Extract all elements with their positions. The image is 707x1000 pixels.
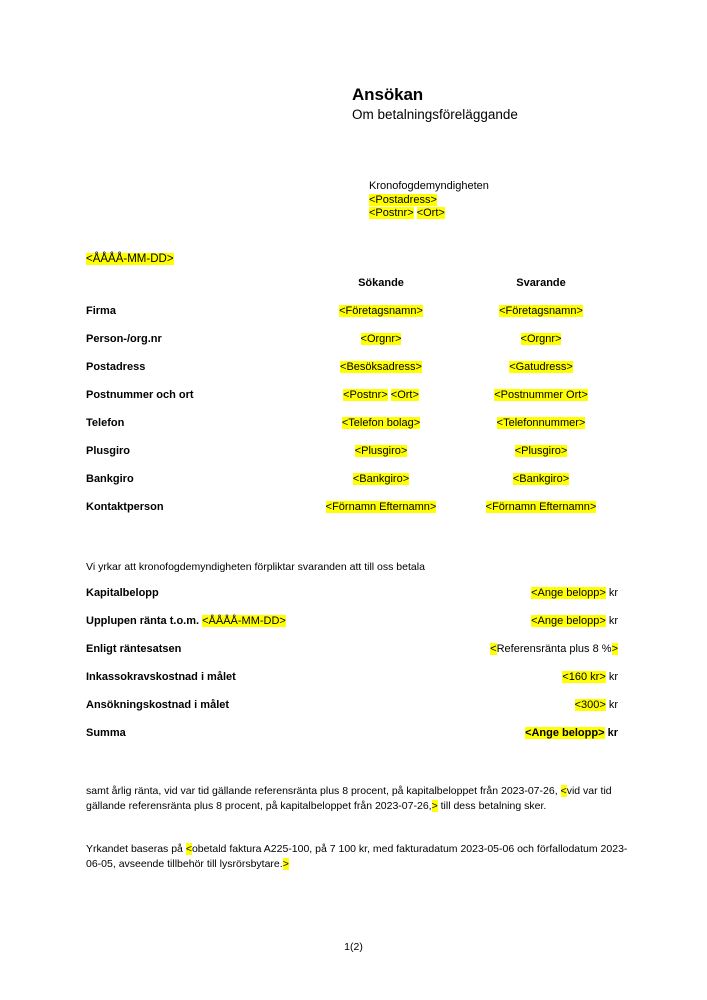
table-row <box>86 444 621 472</box>
page-subtitle: Om betalningsföreläggande <box>352 107 518 122</box>
applicant-orgnr: <Orgnr> <box>360 333 402 345</box>
table-row <box>86 500 621 528</box>
interest-footnote-line2: vid var tid gällande referensränta plus 8 procent, på kapitalbeloppet från 2023-07-26, <box>86 785 612 812</box>
row-value-respondent-orgnr <box>461 332 621 360</box>
parties-header-row <box>86 276 621 304</box>
recipient-city-placeholder: <Ort> <box>416 207 445 219</box>
recipient-authority-line <box>369 180 489 194</box>
interest-footnote-bracket-close: > <box>431 799 438 812</box>
recipient-address-block <box>369 180 489 221</box>
interest-footnote-bracket-open: < <box>560 785 567 797</box>
recipient-postal-code-placeholder: <Postnr> <box>369 207 414 219</box>
row-value-applicant-postnummer-ort <box>301 388 461 416</box>
amount-value-interest-rate <box>410 642 618 670</box>
row-value-applicant-firma <box>301 304 461 332</box>
applicant-phone: <Telefon bolag> <box>341 417 421 429</box>
row-value-applicant-kontaktperson <box>301 500 461 528</box>
table-row <box>86 586 618 614</box>
row-label-telefon: Telefon <box>86 417 125 429</box>
accrued-interest-unit: kr <box>608 615 618 627</box>
document-date <box>86 252 174 266</box>
table-row <box>86 304 621 332</box>
amount-value-collection-cost <box>410 670 618 698</box>
application-cost-unit: kr <box>608 699 618 711</box>
applicant-plusgiro: <Plusgiro> <box>354 445 408 457</box>
amount-label-interest-rate: Enligt räntesatsen <box>86 643 182 655</box>
row-value-respondent-postnummer-ort <box>461 388 621 416</box>
amount-value-application-cost <box>410 698 618 726</box>
document-header <box>352 84 682 123</box>
row-value-applicant-orgnr <box>301 332 461 360</box>
respondent-contact-person: <Förnamn Efternamn> <box>485 501 597 513</box>
amount-value-capital <box>410 586 618 614</box>
row-value-respondent-kontaktperson <box>461 500 621 528</box>
respondent-company-name: <Företagsnamn> <box>499 305 583 317</box>
parties-header-label <box>86 276 301 304</box>
document-date-placeholder: <ÅÅÅÅ-MM-DD> <box>86 253 174 265</box>
page-title: Ansökan <box>352 85 424 104</box>
row-value-applicant-plusgiro <box>301 444 461 472</box>
respondent-phone: <Telefonnummer> <box>496 417 586 429</box>
row-value-respondent-plusgiro <box>461 444 621 472</box>
amount-label-capital: Kapitalbelopp <box>86 587 159 599</box>
amount-value-accrued-interest <box>410 614 618 642</box>
respondent-orgnr: <Orgnr> <box>520 333 562 345</box>
row-value-applicant-telefon <box>301 416 461 444</box>
table-row <box>86 614 618 642</box>
applicant-company-name: <Företagsnamn> <box>339 305 423 317</box>
parties-header-respondent: Svarande <box>516 277 566 289</box>
claim-amounts-table <box>86 586 618 754</box>
respondent-postal-city: <Postnummer Ort> <box>494 389 588 401</box>
parties-table-body <box>86 304 621 528</box>
row-label-postadress: Postadress <box>86 361 146 373</box>
parties-table-head <box>86 276 621 304</box>
row-value-respondent-firma <box>461 304 621 332</box>
row-label-orgnr: Person-/org.nr <box>86 333 162 345</box>
table-row <box>86 472 621 500</box>
parties-header-applicant: Sökande <box>358 277 404 289</box>
row-label-postnummer-ort: Postnummer och ort <box>86 389 194 401</box>
table-row <box>86 726 618 754</box>
interest-rate-bracket-open: < <box>490 643 497 655</box>
accrued-interest-label-prefix: Upplupen ränta t.o.m. <box>86 615 203 627</box>
recipient-address-line <box>369 194 489 208</box>
row-value-respondent-telefon <box>461 416 621 444</box>
row-value-respondent-bankgiro <box>461 472 621 500</box>
interest-footnote-line3: till dess betalning sker. <box>437 799 547 812</box>
applicant-address: <Besöksadress> <box>340 361 422 373</box>
table-row <box>86 416 621 444</box>
recipient-postal-line <box>369 207 489 221</box>
accrued-interest-amount-placeholder: <Ange belopp> <box>531 615 606 627</box>
basis-footnote-bracket-close: > <box>282 857 289 870</box>
interest-rate-text: Referensränta plus 8 % <box>496 643 612 655</box>
respondent-address: <Gatudress> <box>509 361 573 373</box>
applicant-contact-person: <Förnamn Efternamn> <box>325 501 437 513</box>
capital-amount-placeholder: <Ange belopp> <box>531 587 606 599</box>
row-label-firma: Firma <box>86 305 116 317</box>
page-number: 1(2) <box>344 941 363 953</box>
amount-label-collection-cost: Inkassokravskostnad i målet <box>86 671 236 683</box>
respondent-bankgiro: <Bankgiro> <box>512 473 570 485</box>
interest-footnote-paragraph <box>86 784 632 813</box>
collection-cost-unit: kr <box>608 671 618 683</box>
total-amount-unit: kr <box>607 727 618 739</box>
recipient-address-placeholder: <Postadress> <box>369 193 437 206</box>
table-row <box>86 332 621 360</box>
row-label-plusgiro: Plusgiro <box>86 445 131 457</box>
claim-intro-text: Vi yrkar att kronofogdemyndigheten förpliktar svaranden att till oss betala <box>86 561 425 573</box>
capital-amount-unit: kr <box>608 587 618 599</box>
table-row <box>86 388 621 416</box>
row-value-respondent-postadress <box>461 360 621 388</box>
interest-footnote-line1: samt årlig ränta, vid var tid gällande referensränta plus 8 procent, på kapitalbeloppet från 2023-07-26, <box>86 785 558 797</box>
table-row <box>86 642 618 670</box>
interest-rate-bracket-close: > <box>611 643 618 655</box>
table-row <box>86 698 618 726</box>
applicant-city: <Ort> <box>390 389 419 401</box>
applicant-bankgiro: <Bankgiro> <box>352 473 410 485</box>
row-label-bankgiro: Bankgiro <box>86 473 134 485</box>
row-label-kontaktperson: Kontaktperson <box>86 501 164 513</box>
basis-footnote-paragraph <box>86 842 632 871</box>
amount-label-total: Summa <box>86 727 126 739</box>
total-amount-placeholder: <Ange belopp> <box>525 727 605 739</box>
collection-cost-placeholder: <160 kr> <box>562 671 606 683</box>
application-cost-placeholder: <300> <box>574 699 606 711</box>
basis-footnote-bracket-open: < <box>185 843 192 855</box>
accrued-interest-date-placeholder: <ÅÅÅÅ-MM-DD> <box>202 615 286 627</box>
basis-footnote-prefix: Yrkandet baseras på <box>86 843 186 855</box>
row-value-applicant-postadress <box>301 360 461 388</box>
basis-footnote-text: obetald faktura A225-100, på 7 100 kr, med fakturadatum 2023-05-06 och förfallodatum 2023-06-05, avseende tillbehör till lysrörsbytare. <box>86 843 628 870</box>
amount-label-accrued-interest <box>86 614 410 642</box>
claim-amounts-body <box>86 586 618 754</box>
applicant-postal-code: <Postnr> <box>343 389 388 401</box>
amount-label-application-cost: Ansökningskostnad i målet <box>86 699 230 711</box>
respondent-plusgiro: <Plusgiro> <box>514 445 568 457</box>
row-value-applicant-bankgiro <box>301 472 461 500</box>
table-row <box>86 670 618 698</box>
recipient-authority: Kronofogdemyndigheten <box>369 180 489 192</box>
table-row <box>86 360 621 388</box>
amount-value-total <box>410 726 618 754</box>
parties-table <box>86 276 621 528</box>
